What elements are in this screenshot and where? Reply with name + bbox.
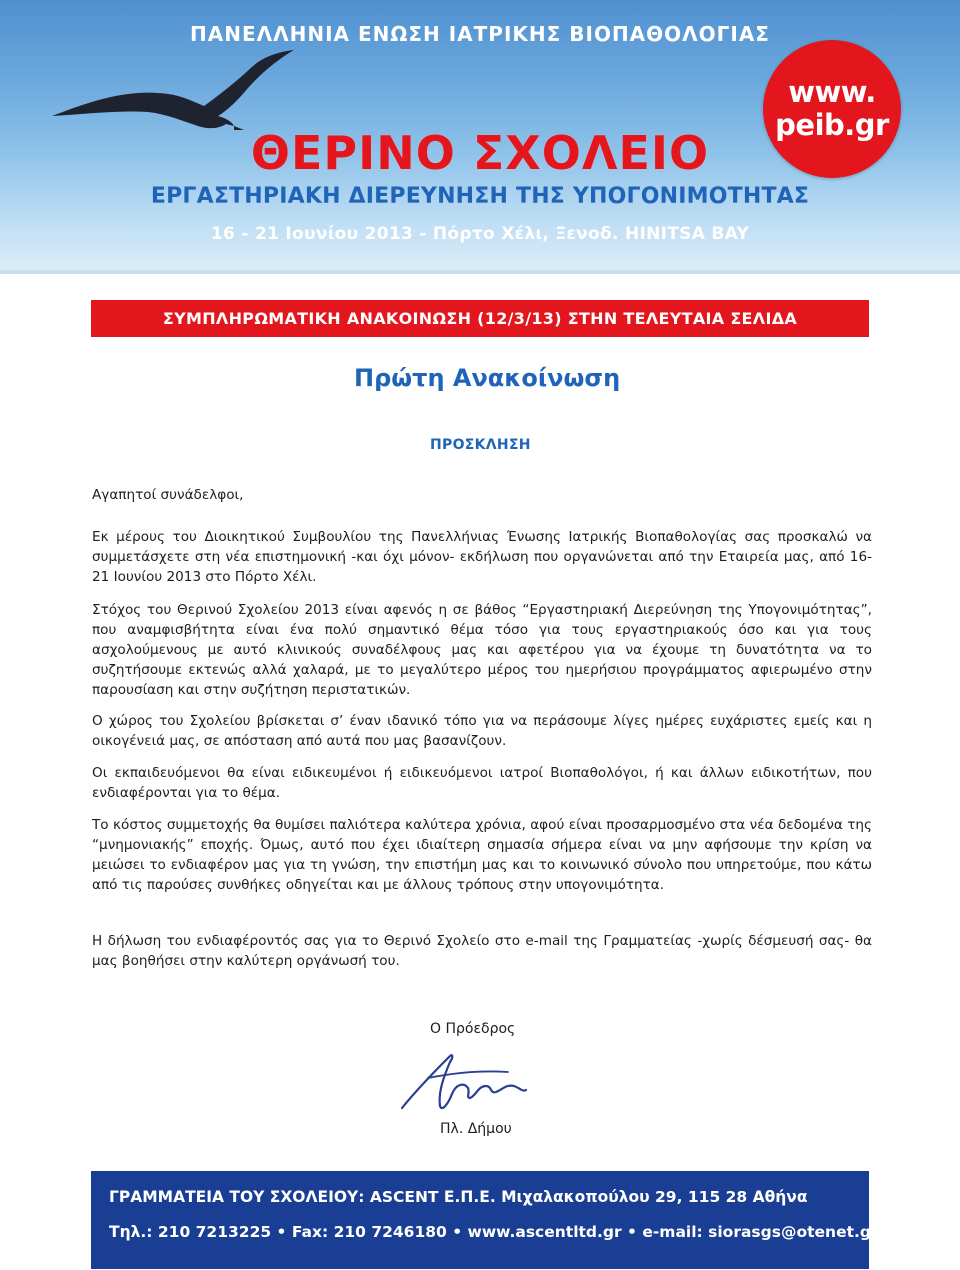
signature-icon bbox=[398, 1048, 528, 1118]
body-paragraph: Το κόστος συμμετοχής θα θυμίσει παλιότερα καλύτερα χρόνια, αφού είναι προσαρμοσμένο στα νέα δεδομένα της “μνημονιακής” εποχής. Όμως, αυτό που έχει ιδιαίτερη σημασία σήμερα είναι να μην αφήσουμε την κρίση να μειώσει το ενδιαφέρον μας για τη γνώση, την επιστήμη μας και το κοινωνικό σύνολο που υπηρετούμε, που κάτω από τις παρούσες συνθήκες οδηγείται και με άλλους τρόπους στην υπογονιμότητα. bbox=[92, 817, 872, 893]
website-badge-line1: www. bbox=[788, 75, 876, 109]
event-subtitle: ΕΡΓΑΣΤΗΡΙΑΚΗ ΔΙΕΡΕΥΝΗΣΗ ΤΗΣ ΥΠΟΓΟΝΙΜΟΤΗΤΑΣ bbox=[150, 184, 810, 209]
president-name: Πλ. Δήμου bbox=[440, 1121, 512, 1137]
event-dates: 16 - 21 Ιουνίου 2013 - Πόρτο Χέλι, Ξενοδ. HINITSA BAY bbox=[210, 224, 750, 244]
footer-secretariat bbox=[91, 1171, 879, 1269]
banner-divider bbox=[0, 270, 960, 274]
body-paragraph: Η δήλωση του ενδιαφέροντός σας για το Θερινό Σχολείο στο e-mail της Γραμματείας -χωρίς δέσμευσή σας- θα μας βοηθήσει στην καλύτερη οργάνωσή του. bbox=[92, 933, 872, 969]
footer-contact-info[interactable]: Τηλ.: 210 7213225 • Fax: 210 7246180 • www.ascentltd.gr • e-mail: siorasgs@otenet.gr bbox=[109, 1223, 879, 1241]
announcement-title: Πρώτη Ανακοίνωση bbox=[354, 364, 621, 392]
body-paragraph: Οι εκπαιδευόμενοι θα είναι ειδικευμένοι ή ειδικευόμενοι ιατροί Βιοπαθολόγοι, ή και άλλων ειδικοτήτων, που ενδιαφέρονται για το θέμα. bbox=[92, 765, 872, 801]
body-paragraph: Εκ μέρους του Διοικητικού Συμβουλίου της Πανελλήνιας Ένωσης Ιατρικής Βιοπαθολογίας σας προσκαλώ να συμμετάσχετε στη νέα επιστημονική -και όχι μόνον- εκδήλωση που οργανώνεται από την Εταιρεία μας, από 16-21 Ιουνίου 2013 στο Πόρτο Χέλι. bbox=[92, 529, 872, 585]
header-banner bbox=[0, 0, 960, 272]
invitation-heading: ΠΡΟΣΚΛΗΣΗ bbox=[430, 437, 531, 453]
supplementary-notice-text: ΣΥΜΠΛΗΡΩΜΑΤΙΚΗ ΑΝΑΚΟΙΝΩΣΗ (12/3/13) ΣΤΗΝ ΤΕΛΕΥΤΑΙΑ ΣΕΛΙΔΑ bbox=[162, 309, 798, 328]
organization-name: ΠΑΝΕΛΛΗΝΙΑ ΕΝΩΣΗ ΙΑΤΡΙΚΗΣ ΒΙΟΠΑΘΟΛΟΓΙΑΣ bbox=[190, 22, 770, 46]
president-title: Ο Πρόεδρος bbox=[430, 1021, 516, 1037]
school-title: ΘΕΡΙΝΟ ΣΧΟΛΕΙΟ bbox=[250, 126, 710, 180]
body-paragraph: Στόχος του Θερινού Σχολείου 2013 είναι αφενός η σε βάθος “Εργαστηριακή Διερεύνηση της Υπογονιμότητας”, που αναμφισβήτητα είναι ένα πολύ σημαντικό θέμα τόσο για τους εργαστηριακούς όσο και για τους ασχολούμενους με αυτό κλινικούς συναδέλφους μας και αφετέρου για να έχουμε τη δυνατότητα να το συζητήσουμε εκτενώς αλλά χαλαρά, με το μεγαλύτερο μέρος του ημερήσιου προγράμματος αφιερωμένο στην παρουσίαση και στην συζήτηση περιστατικών. bbox=[92, 602, 872, 698]
supplementary-notice-bar bbox=[91, 300, 869, 337]
website-badge-line2: peib.gr bbox=[775, 108, 889, 142]
footer-secretariat-address: ΓΡΑΜΜΑΤΕΙΑ ΤΟΥ ΣΧΟΛΕΙΟΥ: ASCENT Ε.Π.Ε. Μιχαλακοπούλου 29, 115 28 Αθήνα bbox=[109, 1188, 808, 1206]
greeting: Αγαπητοί συνάδελφοι, bbox=[92, 487, 244, 503]
body-paragraph: Ο χώρος του Σχολείου βρίσκεται σ’ έναν ιδανικό τόπο για να περάσουμε λίγες ημέρες ευχάριστες εμείς και η οικογένειά μας, σε απόσταση από αυτά που μας βασανίζουν. bbox=[92, 713, 872, 749]
